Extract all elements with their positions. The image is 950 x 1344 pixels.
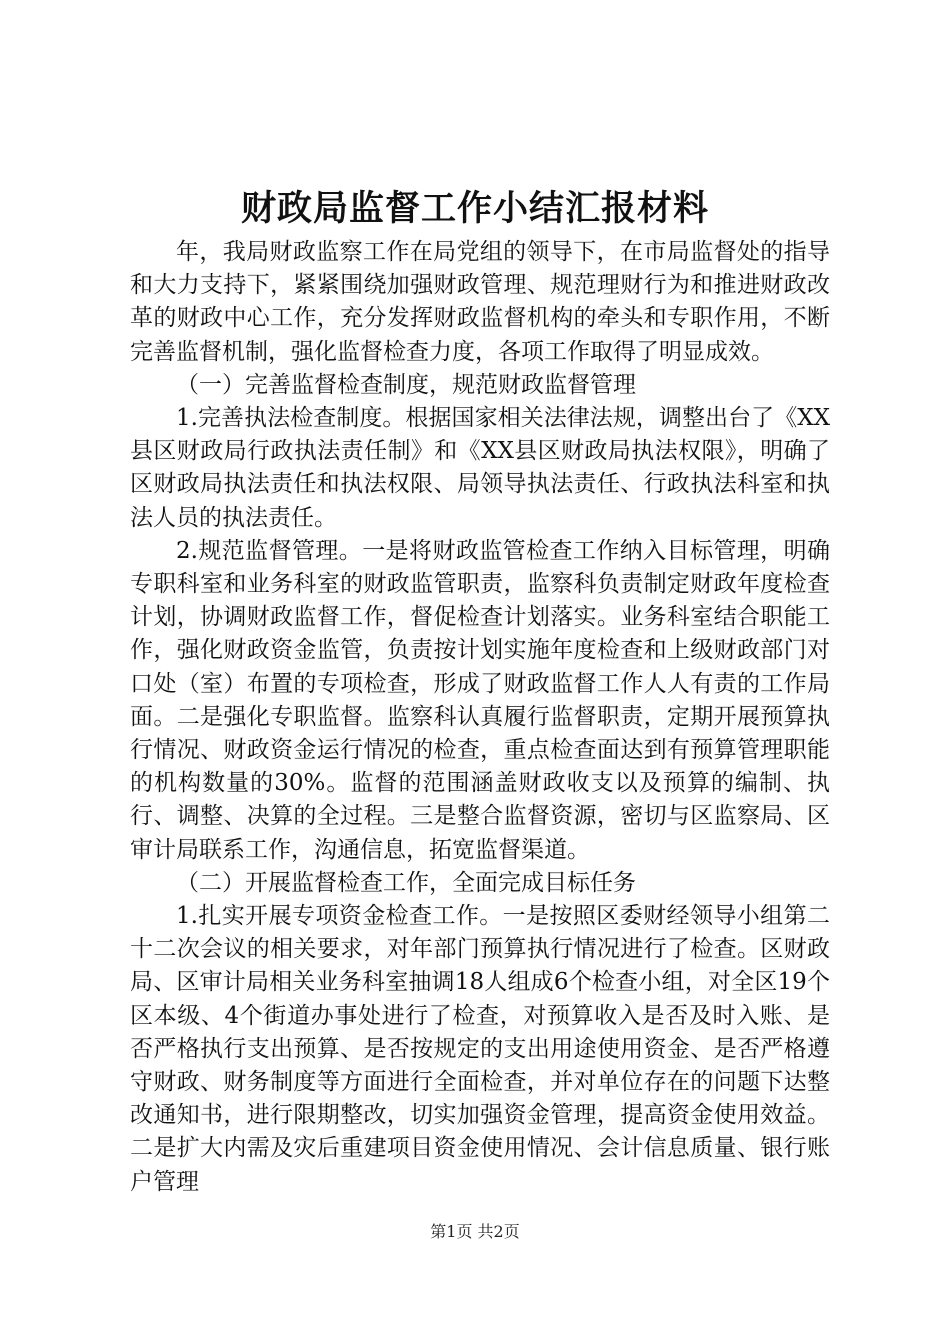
body-paragraph: 2.规范监督管理。一是将财政监管检查工作纳入目标管理，明确专职科室和业务科室的财政监管职责，监察科负责制定财政年度检查计划，协调财政监督工作，督促检查计划落实。业务科室结合职能工作，强化财政资金监管，负责按计划实施年度检查和上级财政部门对口处（室）布置的专项检查，形成了财政监督工作人人有责的工作局面。二是强化专职监督。监察科认真履行监督职责，定期开展预算执行情况、财政资金运行情况的检查，重点检查面达到有预算管理职能的机构数量的30%。监督的范围涵盖财政收支以及预算的编制、执行、调整、决算的全过程。三是整合监督资源，密切与区监察局、区审计局联系工作，沟通信息，拓宽监督渠道。	[130, 537, 830, 863]
page-footer	[0, 1222, 950, 1242]
body-paragraph: 1.扎实开展专项资金检查工作。一是按照区委财经领导小组第二十二次会议的相关要求，对年部门预算执行情况进行了检查。区财政局、区审计局相关业务科室抽调18人组成6个检查小组，对全区19个区本级、4个街道办事处进行了检查，对预算收入是否及时入账、是否严格执行支出预算、是否按规定的支出用途使用资金、是否严格遵守财政、财务制度等方面进行全面检查，并对单位存在的问题下达整改通知书，进行限期整改，切实加强资金管理，提高资金使用效益。二是扩大内需及灾后重建项目资金使用情况、会计信息质量、银行账户管理	[130, 903, 830, 1195]
page-total: 共2页	[477, 1222, 520, 1241]
body-paragraph: 1.完善执法检查制度。根据国家相关法律法规，调整出台了《XX县区财政局行政执法责任制》和《XX县区财政局执法权限》，明确了区财政局执法责任和执法权限、局领导执法责任、行政执法科室和执法人员的执法责任。	[130, 405, 830, 531]
page-number: 第1页	[430, 1222, 473, 1241]
section-heading: （二）开展监督检查工作，全面完成目标任务	[176, 869, 636, 896]
document-title: 财政局监督工作小结汇报材料	[240, 188, 709, 229]
section-heading: （一）完善监督检查制度，规范财政监督管理	[176, 371, 636, 398]
document-body	[130, 236, 830, 1199]
body-paragraph: 年，我局财政监察工作在局党组的领导下，在市局监督处的指导和大力支持下，紧紧围绕加强财政管理、规范理财行为和推进财政改革的财政中心工作，充分发挥财政监督机构的牵头和专职作用，不断完善监督机制，强化监督检查力度，各项工作取得了明显成效。	[130, 239, 830, 365]
